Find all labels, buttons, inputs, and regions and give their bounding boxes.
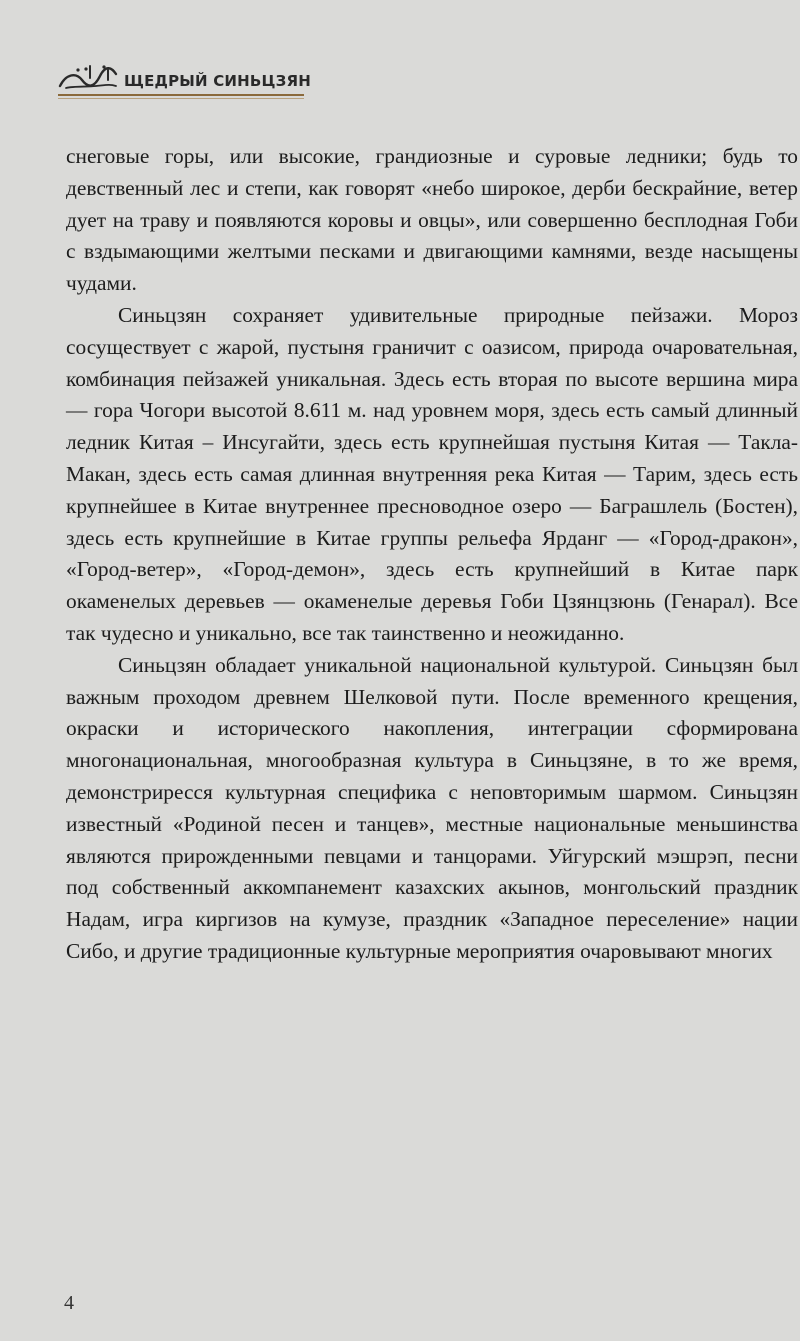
header-rule (58, 94, 304, 96)
paragraph-continued: снеговые горы, или высокие, грандиозные и суровые ледники; будь то девственный лес и степи, как говорят «небо широкое, дерби бескрайние, ветер дует на траву и появляются коровы и овцы», или совершенно бесплодная Гоби с вздымающими желтыми песками и двигающими камнями, везде насыщены чудами. (66, 144, 798, 296)
paragraph: Синьцзян сохраняет удивительные природные пейзажи. Мороз сосуществует с жарой, пустыня граничит с оазисом, природа очаровательная, комбинация пейзажей уникальная. Здесь есть вторая по высоте вершина мира — гора Чогори высотой 8.611 м. над уровнем моря, здесь есть самый длинный ледник Китая – Инсугайти, здесь есть крупнейшая пустыня Китая — Такла-Макан, здесь есть самая длинная внутренняя река Китая — Тарим, здесь есть крупнейшее в Китае внутреннее пресноводное озеро — Баграшлель (Бостен), здесь есть крупнейшие в Китае группы рельефа Ярданг — «Город-дракон», «Город-ветер», «Город-демон», здесь есть крупнейший в Китае парк окаменелых деревьев — окаменелые деревья Гоби Цзянцзюнь (Генарал). Все так чудесно и уникально, все так таинственно и неожиданно. (66, 302, 798, 645)
header-title: ЩЕДРЫЙ СИНЬЦЗЯН (124, 72, 312, 90)
calligraphy-logo (56, 62, 120, 92)
running-header (56, 62, 311, 92)
paragraph: Синьцзян обладает уникальной национальной культурой. Синьцзян был важным проходом древнем Шелковой пути. После временного крещения, окраски и исторического накопления, интеграции сформирована многонациональная, многообразная культура в Синьцзяне, в то же время, демонстриресся культурная специфика с неповторимым шармом. Синьцзян известный «Родиной песен и танцев», местные национальные меньшинства являются прирожденными певцами и танцорами. Уйгурский мэшрэп, песни под собственный аккомпанемент казахских акынов, монгольский праздник Надам, игра киргизов на кумузе, праздник «Западное переселение» нации Сибо, и другие традиционные культурные мероприятия очаровывают многих (66, 652, 798, 963)
page-number: 4 (64, 1292, 74, 1314)
body-text (66, 141, 798, 968)
